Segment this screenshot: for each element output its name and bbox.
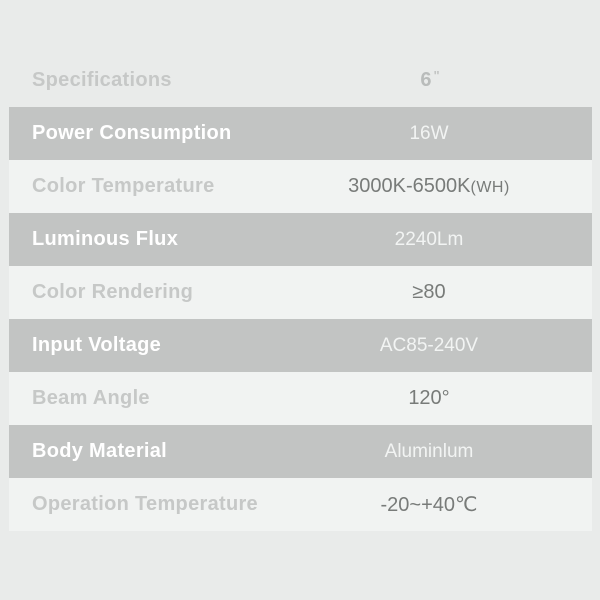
spec-value: 16W — [409, 122, 449, 144]
spec-row-color-temperature — [9, 160, 592, 213]
size-value: 6 — [420, 69, 432, 91]
spec-label: Input Voltage — [32, 334, 162, 356]
spec-label: Operation Temperature — [32, 493, 258, 515]
spec-label: Color Rendering — [32, 281, 194, 303]
spec-label: Beam Angle — [32, 387, 150, 409]
spec-row-color-rendering — [9, 266, 592, 319]
spec-row-luminous-flux — [9, 213, 592, 266]
table-header-row — [9, 54, 592, 107]
spec-value: -20~+40℃ — [380, 494, 478, 516]
inch-mark: " — [433, 68, 440, 83]
spec-label: Power Consumption — [32, 122, 232, 144]
spec-row-operation-temperature — [9, 478, 592, 531]
spec-value: 2240Lm — [394, 228, 464, 250]
spec-row-power-consumption — [9, 107, 592, 160]
spec-value: ≥80 — [412, 281, 446, 303]
table-title: Specifications — [32, 69, 172, 91]
spec-value-main: 3000K-6500K — [348, 175, 471, 197]
spec-row-beam-angle — [9, 372, 592, 425]
specifications-table — [9, 54, 592, 531]
spec-row-input-voltage — [9, 319, 592, 372]
spec-value: 120° — [408, 387, 450, 409]
spec-row-body-material — [9, 425, 592, 478]
spec-value-suffix: (WH) — [470, 179, 510, 196]
spec-value: Aluminlum — [384, 440, 474, 462]
spec-value — [274, 175, 584, 198]
size-value-cell — [274, 69, 584, 92]
spec-label: Body Material — [32, 440, 168, 462]
spec-label: Luminous Flux — [32, 228, 179, 250]
spec-label: Color Temperature — [32, 175, 215, 197]
spec-value: AC85-240V — [379, 334, 479, 356]
